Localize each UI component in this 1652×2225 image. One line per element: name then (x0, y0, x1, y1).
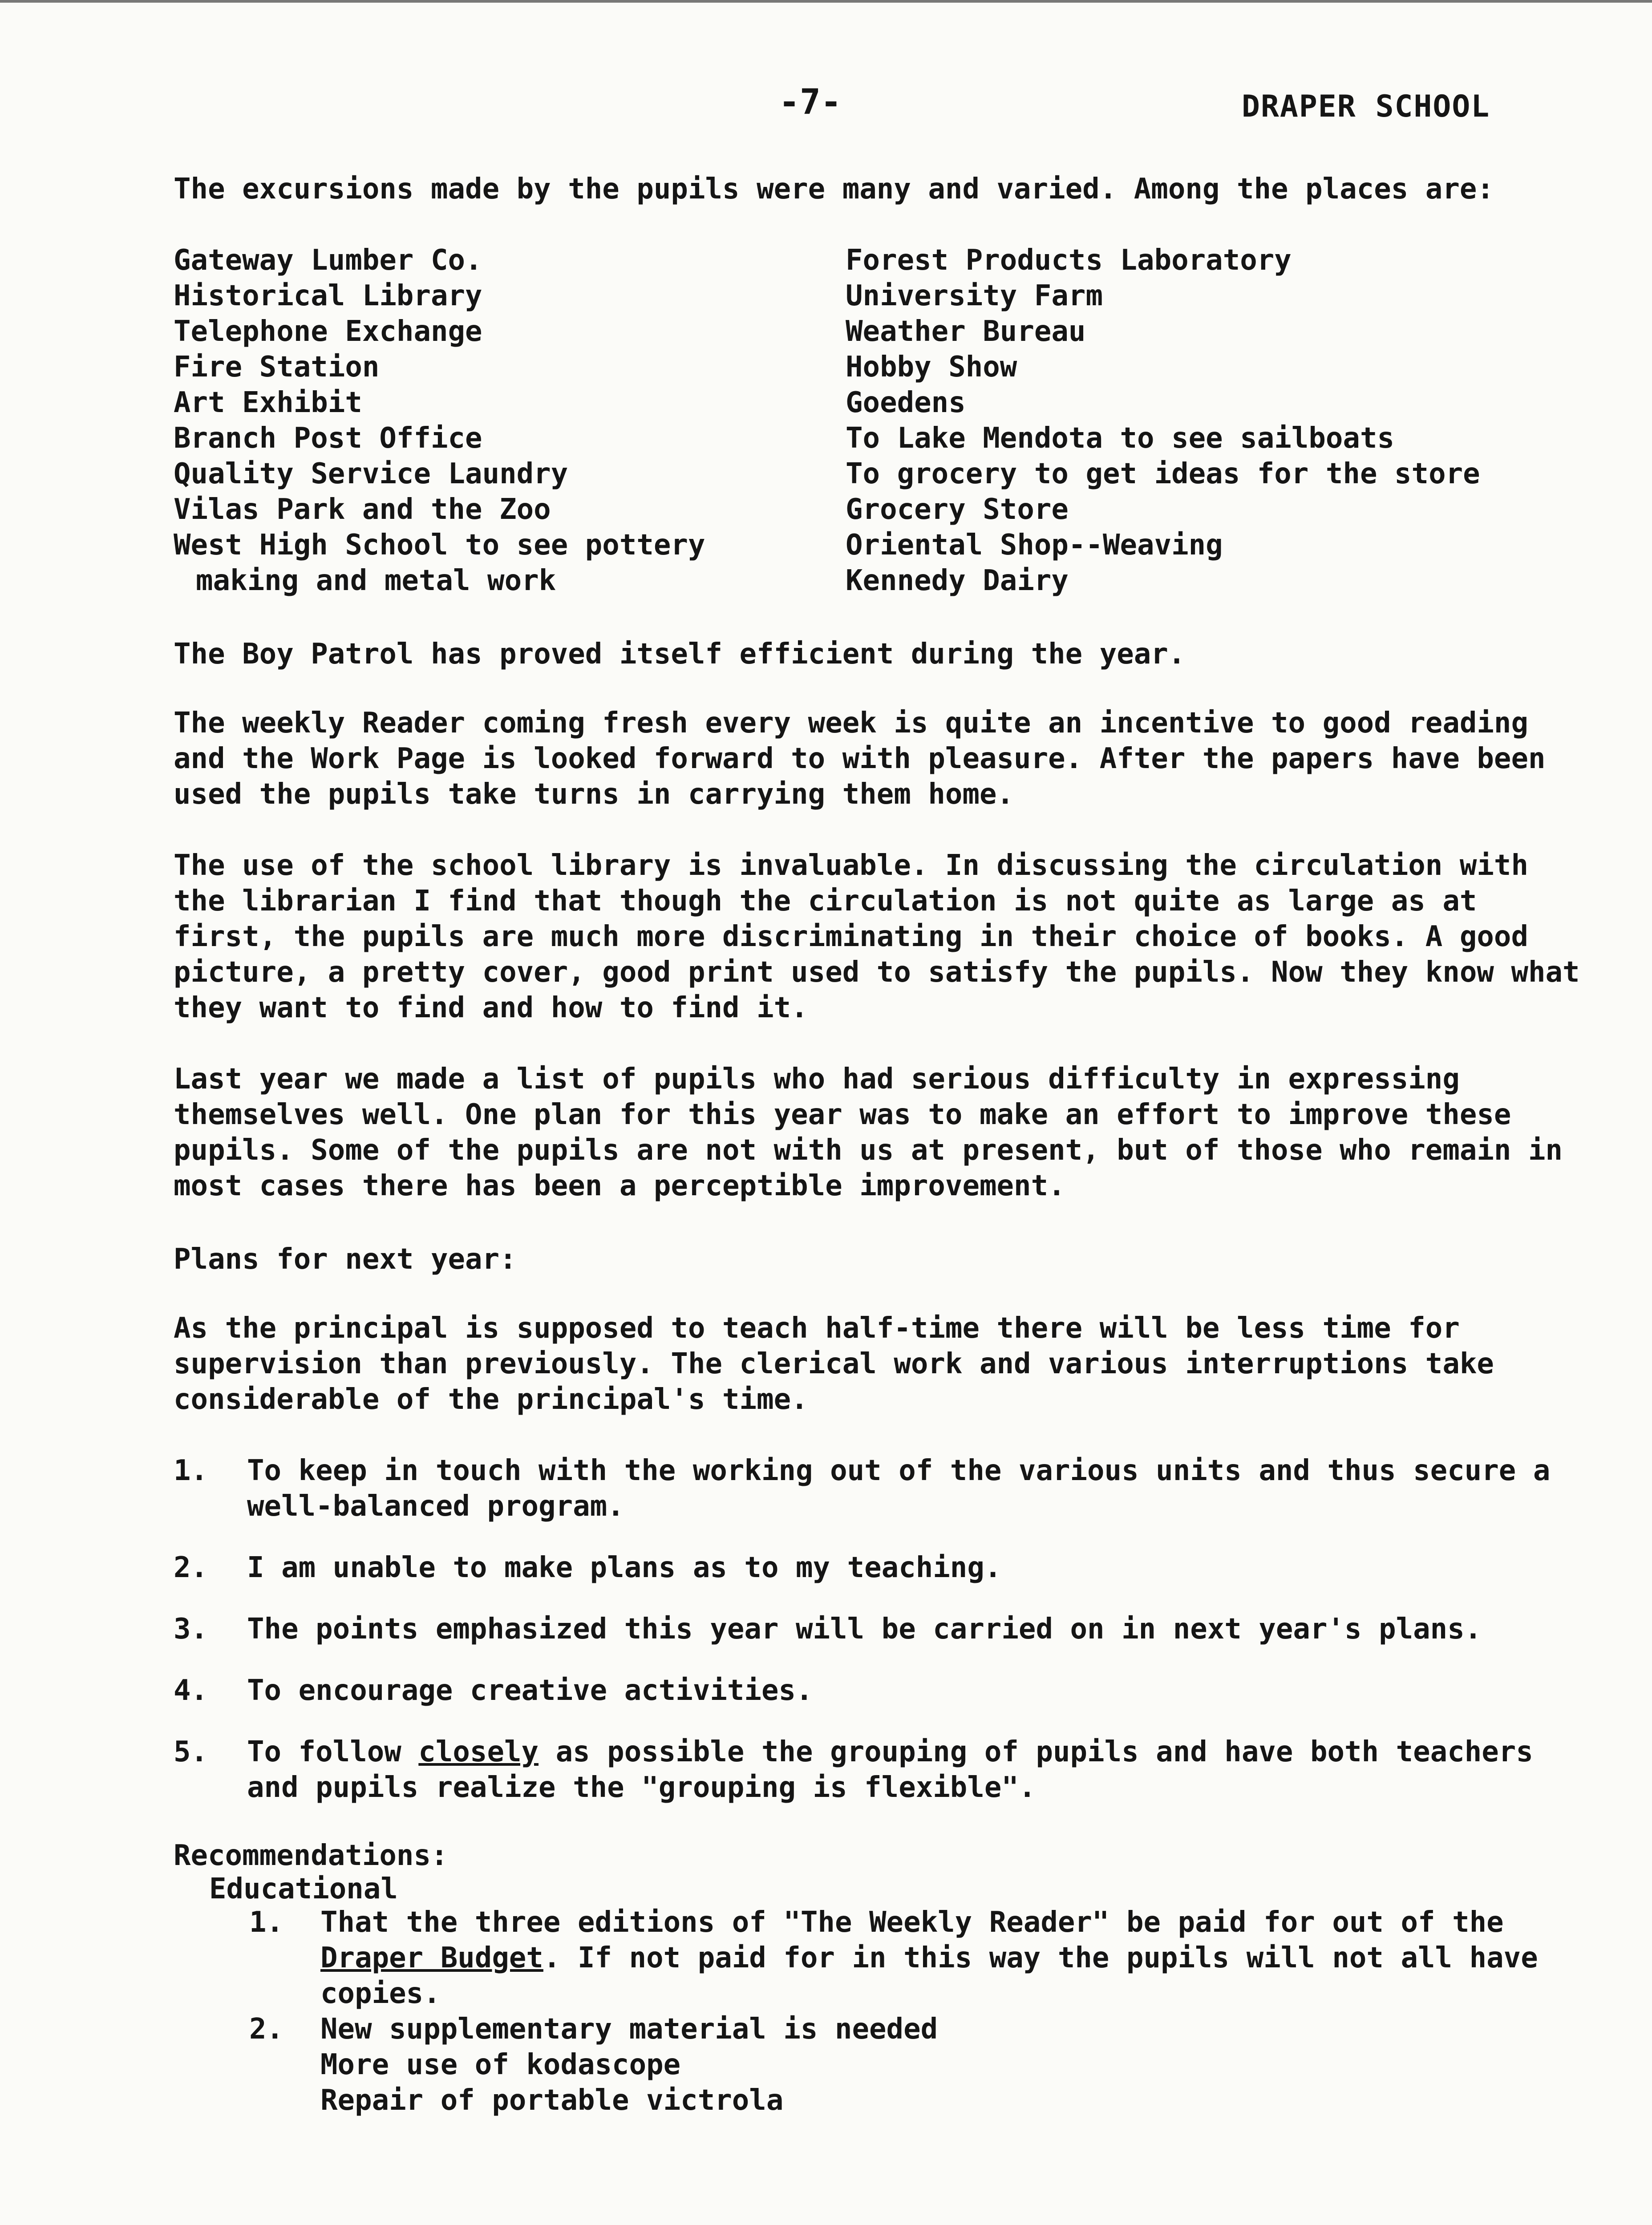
list-item: Art Exhibit (174, 386, 362, 419)
item-text-before: To follow (247, 1736, 419, 1768)
item-text-after: . If not paid for in this way the pupils will not all have copies. (320, 1942, 1538, 2010)
item-text-after: as possible the grouping of pupils and have both teachers and pupils realize the "grouping is flexible". (247, 1736, 1533, 1804)
paragraph-library: The use of the school library is invaluable. In discussing the circulation with the librarian I find that though the circulation is not quite as large as at first, the pupils are much more discriminating in their choice of books. A good picture, a pretty cover, good print used to satisfy the pupils. Now they know what they want to find and how to find it. (174, 849, 1580, 1024)
recommendations-list (249, 1905, 1584, 2118)
item-number: 5. (174, 1736, 208, 1768)
page-number: -7- (779, 82, 842, 122)
list-item: West High School to see pottery (174, 529, 705, 562)
excursions-left-column (174, 243, 705, 599)
list-item: Kennedy Dairy (846, 564, 1069, 597)
recommendation-item (249, 1905, 1584, 2011)
list-item: Goedens (846, 386, 966, 419)
list-item: Forest Products Laboratory (846, 244, 1292, 277)
list-item: To grocery to get ideas for the store (846, 457, 1480, 490)
recommendations-subtitle: Educational (209, 1873, 398, 1905)
list-item: making and metal work (196, 564, 556, 597)
item-line: More use of kodascope (320, 2048, 681, 2081)
list-item: Grocery Store (846, 493, 1069, 526)
plan-item (174, 1611, 1598, 1647)
item-text-underlined: closely (418, 1736, 539, 1768)
plans-list (174, 1453, 1598, 1831)
list-item: Hobby Show (846, 351, 1017, 384)
item-text: The points emphasized this year will be carried on in next year's plans. (247, 1613, 1482, 1646)
intro-sentence: The excursions made by the pupils were many and varied. Among the places are: (174, 173, 1494, 206)
plan-item (174, 1550, 1598, 1586)
list-item: Vilas Park and the Zoo (174, 493, 551, 526)
school-header: DRAPER SCHOOL (1242, 89, 1490, 124)
paragraph-principal: As the principal is supposed to teach half-time there will be less time for supervision than previously. The clerical work and various interruptions take considerable of the principal's time. (174, 1312, 1494, 1416)
item-text-before: That the three editions of "The Weekly Reader" be paid for out of the (320, 1906, 1504, 1939)
recommendations-title: Recommendations: (174, 1839, 448, 1872)
list-item: Historical Library (174, 279, 482, 312)
item-number: 2. (174, 1551, 208, 1584)
item-number: 3. (174, 1613, 208, 1646)
list-item: University Farm (846, 279, 1103, 312)
paragraph-expression: Last year we made a list of pupils who had serious difficulty in expressing themselves well. One plan for this year was to make an effort to improve these pupils. Some of the pupils are not with us at present, but of those who remain in most cases there has been a perceptible improvement. (174, 1063, 1563, 1202)
list-item: Weather Bureau (846, 315, 1086, 348)
item-text-underlined: Draper Budget (320, 1942, 543, 1974)
list-item: Quality Service Laundry (174, 457, 568, 490)
item-number: 2. (249, 2013, 284, 2046)
paragraph-boy-patrol: The Boy Patrol has proved itself efficient during the year. (174, 638, 1186, 671)
list-item: Oriental Shop--Weaving (846, 529, 1223, 562)
plan-item (174, 1453, 1598, 1524)
item-line: New supplementary material is needed (320, 2013, 938, 2046)
paragraph-weekly-reader: The weekly Reader coming fresh every week is quite an incentive to good reading and the Work Page is looked forward to with pleasure. After the papers have been used the pupils take turns in carrying them home. (174, 707, 1546, 811)
list-item: Fire Station (174, 351, 380, 384)
item-text: I am unable to make plans as to my teaching. (247, 1551, 1002, 1584)
list-item: Telephone Exchange (174, 315, 482, 348)
excursions-right-column (846, 243, 1480, 599)
item-number: 1. (174, 1454, 208, 1487)
list-item: Gateway Lumber Co. (174, 244, 482, 277)
scan-edge (0, 0, 1652, 3)
item-text: To encourage creative activities. (247, 1674, 813, 1707)
plan-item (174, 1673, 1598, 1708)
plans-heading: Plans for next year: (174, 1243, 517, 1276)
item-line: Repair of portable victrola (320, 2084, 784, 2117)
list-item: To Lake Mendota to see sailboats (846, 422, 1394, 455)
plan-item (174, 1734, 1598, 1805)
list-item: Branch Post Office (174, 422, 482, 455)
recommendation-item (249, 2011, 1584, 2118)
item-number: 1. (249, 1906, 284, 1939)
item-text: To keep in touch with the working out of the various units and thus secure a well-balanced program. (247, 1454, 1551, 1523)
item-number: 4. (174, 1674, 208, 1707)
